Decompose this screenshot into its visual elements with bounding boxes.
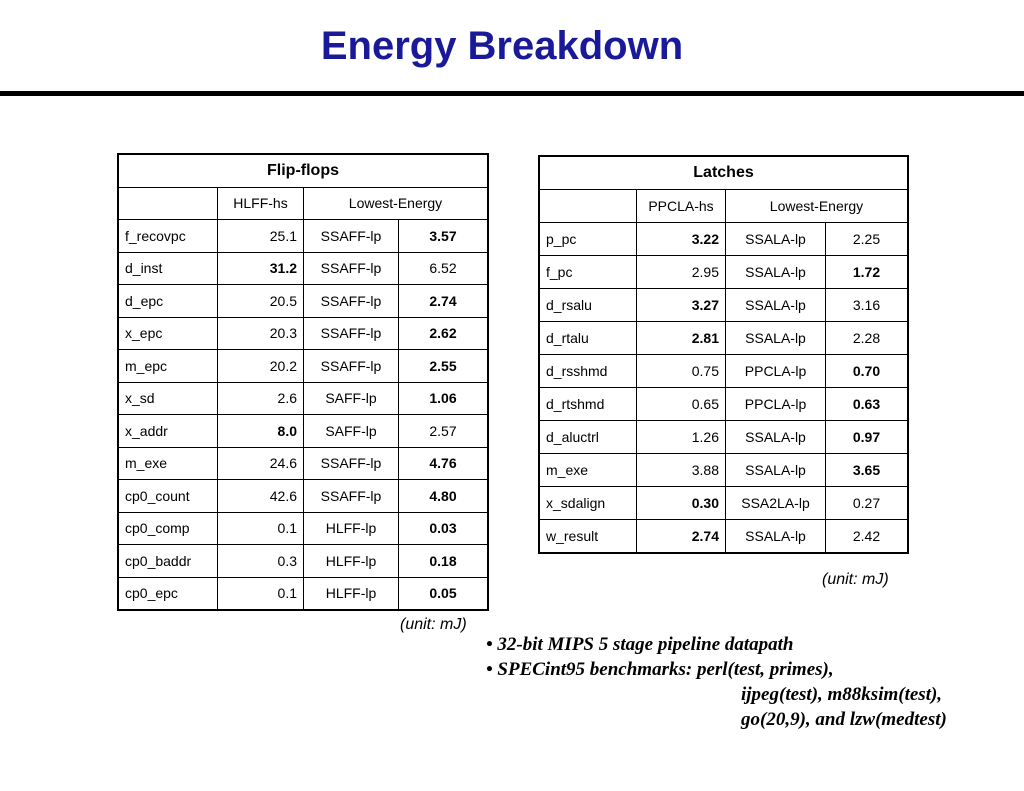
hs-value-cell: 31.2 <box>218 252 304 285</box>
hs-value-cell: 3.22 <box>637 223 726 256</box>
row-name-cell: x_sdalign <box>539 487 637 520</box>
bullet-continuation: ijpeg(test), m88ksim(test), <box>741 684 943 705</box>
row-name-cell: f_recovpc <box>118 220 218 253</box>
lowest-energy-type-cell: SSAFF-lp <box>304 447 399 480</box>
hs-value-cell: 1.26 <box>637 421 726 454</box>
table-row <box>539 289 908 322</box>
lowest-energy-value-cell: 2.74 <box>399 285 489 318</box>
lowest-energy-value-cell: 1.06 <box>399 382 489 415</box>
lowest-energy-type-cell: PPCLA-lp <box>726 388 826 421</box>
table-row <box>539 355 908 388</box>
table-row <box>539 487 908 520</box>
lowest-energy-type-cell: HLFF-lp <box>304 545 399 578</box>
lowest-energy-value-cell: 2.55 <box>399 350 489 383</box>
lowest-energy-type-cell: SSALA-lp <box>726 223 826 256</box>
row-name-cell: d_epc <box>118 285 218 318</box>
row-name-cell: d_aluctrl <box>539 421 637 454</box>
lowest-energy-type-cell: SSAFF-lp <box>304 480 399 513</box>
table-row <box>539 388 908 421</box>
latches-col-hs: PPCLA-hs <box>637 190 726 223</box>
lowest-energy-value-cell: 6.52 <box>399 252 489 285</box>
hs-value-cell: 2.74 <box>637 520 726 554</box>
lowest-energy-type-cell: SSALA-lp <box>726 322 826 355</box>
title-divider <box>0 91 1024 96</box>
lowest-energy-value-cell: 3.57 <box>399 220 489 253</box>
table-row <box>118 220 488 253</box>
row-name-cell: d_inst <box>118 252 218 285</box>
lowest-energy-value-cell: 2.57 <box>399 415 489 448</box>
latches-corner-cell <box>539 190 637 223</box>
table-row <box>118 447 488 480</box>
hs-value-cell: 0.65 <box>637 388 726 421</box>
row-name-cell: d_rtshmd <box>539 388 637 421</box>
hs-value-cell: 3.88 <box>637 454 726 487</box>
row-name-cell: m_exe <box>118 447 218 480</box>
lowest-energy-value-cell: 0.63 <box>826 388 909 421</box>
lowest-energy-value-cell: 0.03 <box>399 512 489 545</box>
lowest-energy-type-cell: SSAFF-lp <box>304 252 399 285</box>
table-row <box>539 256 908 289</box>
hs-value-cell: 0.75 <box>637 355 726 388</box>
table-row <box>539 520 908 554</box>
lowest-energy-type-cell: SSA2LA-lp <box>726 487 826 520</box>
table-row <box>118 285 488 318</box>
bullet-list <box>486 632 1016 732</box>
lowest-energy-type-cell: SSAFF-lp <box>304 285 399 318</box>
row-name-cell: m_exe <box>539 454 637 487</box>
latches-col-lowest: Lowest-Energy <box>726 190 909 223</box>
lowest-energy-value-cell: 3.16 <box>826 289 909 322</box>
hs-value-cell: 20.5 <box>218 285 304 318</box>
table-row <box>539 454 908 487</box>
lowest-energy-type-cell: SSALA-lp <box>726 520 826 554</box>
row-name-cell: cp0_baddr <box>118 545 218 578</box>
table-row <box>539 421 908 454</box>
table-row <box>118 382 488 415</box>
bullet-continuation: go(20,9), and lzw(medtest) <box>741 709 947 730</box>
lowest-energy-value-cell: 2.25 <box>826 223 909 256</box>
lowest-energy-value-cell: 4.80 <box>399 480 489 513</box>
latches-table <box>538 155 909 554</box>
flipflops-title: Flip-flops <box>118 154 488 187</box>
row-name-cell: w_result <box>539 520 637 554</box>
row-name-cell: m_epc <box>118 350 218 383</box>
bullet-item: • 32-bit MIPS 5 stage pipeline datapath <box>486 634 794 655</box>
table-row <box>118 317 488 350</box>
table-row <box>118 415 488 448</box>
lowest-energy-type-cell: SSALA-lp <box>726 454 826 487</box>
lowest-energy-value-cell: 0.70 <box>826 355 909 388</box>
hs-value-cell: 0.1 <box>218 512 304 545</box>
hs-value-cell: 0.1 <box>218 577 304 610</box>
lowest-energy-type-cell: SSALA-lp <box>726 421 826 454</box>
lowest-energy-type-cell: HLFF-lp <box>304 512 399 545</box>
lowest-energy-type-cell: SSAFF-lp <box>304 220 399 253</box>
hs-value-cell: 8.0 <box>218 415 304 448</box>
hs-value-cell: 20.2 <box>218 350 304 383</box>
row-name-cell: f_pc <box>539 256 637 289</box>
lowest-energy-value-cell: 4.76 <box>399 447 489 480</box>
row-name-cell: cp0_epc <box>118 577 218 610</box>
row-name-cell: x_addr <box>118 415 218 448</box>
table-row <box>118 252 488 285</box>
hs-value-cell: 0.30 <box>637 487 726 520</box>
lowest-energy-value-cell: 3.65 <box>826 454 909 487</box>
lowest-energy-type-cell: SAFF-lp <box>304 415 399 448</box>
row-name-cell: d_rsshmd <box>539 355 637 388</box>
row-name-cell: d_rsalu <box>539 289 637 322</box>
hs-value-cell: 42.6 <box>218 480 304 513</box>
hs-value-cell: 3.27 <box>637 289 726 322</box>
lowest-energy-type-cell: SSALA-lp <box>726 256 826 289</box>
lowest-energy-value-cell: 1.72 <box>826 256 909 289</box>
lowest-energy-type-cell: SSALA-lp <box>726 289 826 322</box>
table-row <box>118 545 488 578</box>
hs-value-cell: 2.95 <box>637 256 726 289</box>
table-row <box>118 577 488 610</box>
table-row <box>118 350 488 383</box>
page-title: Energy Breakdown <box>320 24 684 68</box>
flipflops-col-lowest: Lowest-Energy <box>304 187 489 220</box>
hs-value-cell: 25.1 <box>218 220 304 253</box>
lowest-energy-type-cell: HLFF-lp <box>304 577 399 610</box>
lowest-energy-type-cell: SAFF-lp <box>304 382 399 415</box>
table-row <box>539 223 908 256</box>
lowest-energy-type-cell: PPCLA-lp <box>726 355 826 388</box>
row-name-cell: d_rtalu <box>539 322 637 355</box>
table-row <box>118 480 488 513</box>
table-row <box>539 322 908 355</box>
flipflops-unit: (unit: mJ) <box>400 616 467 633</box>
row-name-cell: cp0_comp <box>118 512 218 545</box>
row-name-cell: x_epc <box>118 317 218 350</box>
flipflops-col-hs: HLFF-hs <box>218 187 304 220</box>
hs-value-cell: 2.81 <box>637 322 726 355</box>
hs-value-cell: 24.6 <box>218 447 304 480</box>
lowest-energy-value-cell: 2.42 <box>826 520 909 554</box>
lowest-energy-value-cell: 0.97 <box>826 421 909 454</box>
latches-title: Latches <box>539 156 908 190</box>
lowest-energy-value-cell: 0.05 <box>399 577 489 610</box>
lowest-energy-value-cell: 2.28 <box>826 322 909 355</box>
row-name-cell: x_sd <box>118 382 218 415</box>
lowest-energy-value-cell: 2.62 <box>399 317 489 350</box>
flipflops-corner-cell <box>118 187 218 220</box>
lowest-energy-type-cell: SSAFF-lp <box>304 350 399 383</box>
row-name-cell: cp0_count <box>118 480 218 513</box>
flipflops-table <box>117 153 489 611</box>
bullet-item: • SPECint95 benchmarks: perl(test, primes), <box>486 659 834 680</box>
hs-value-cell: 20.3 <box>218 317 304 350</box>
latches-unit: (unit: mJ) <box>822 571 889 588</box>
hs-value-cell: 2.6 <box>218 382 304 415</box>
lowest-energy-value-cell: 0.18 <box>399 545 489 578</box>
row-name-cell: p_pc <box>539 223 637 256</box>
hs-value-cell: 0.3 <box>218 545 304 578</box>
lowest-energy-value-cell: 0.27 <box>826 487 909 520</box>
table-row <box>118 512 488 545</box>
lowest-energy-type-cell: SSAFF-lp <box>304 317 399 350</box>
